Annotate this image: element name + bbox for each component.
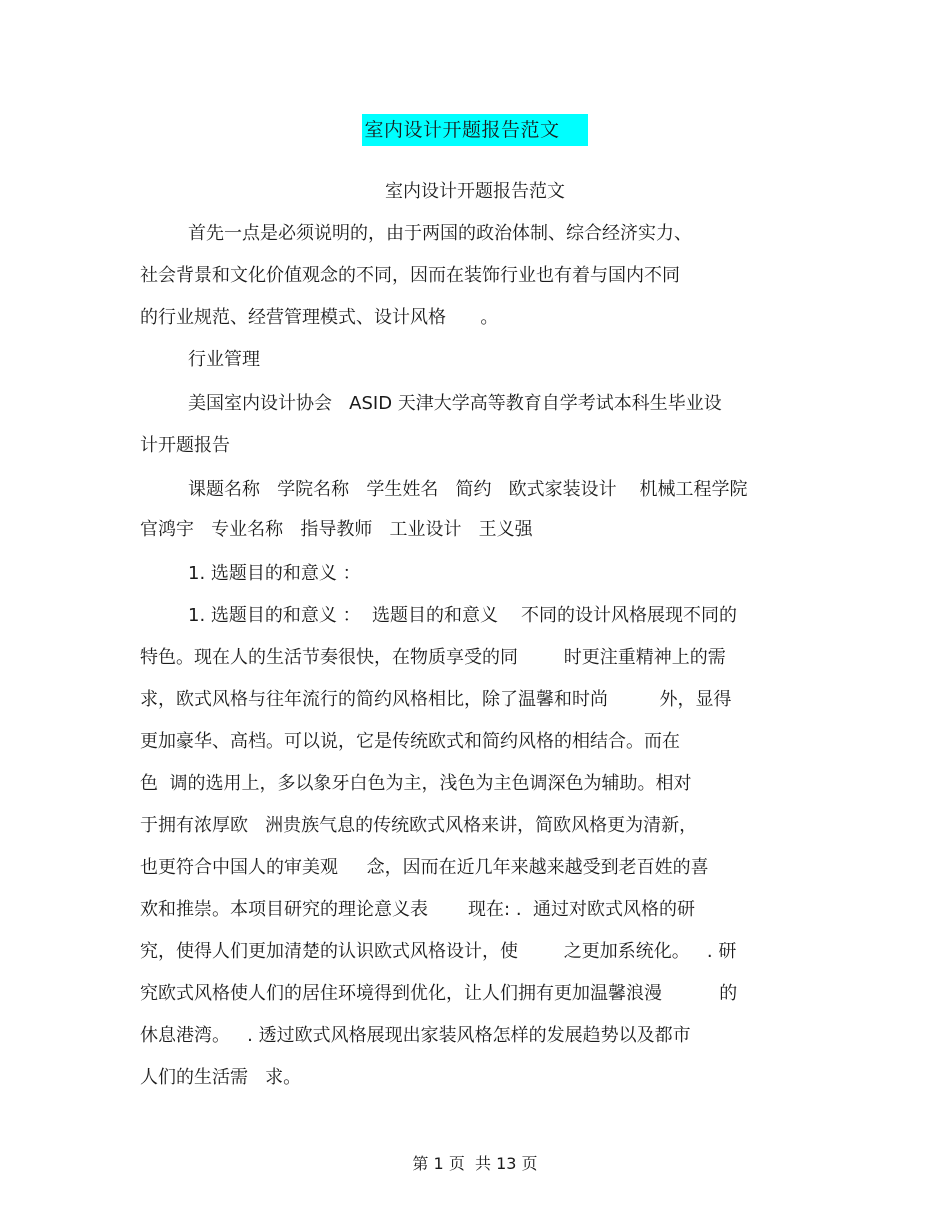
footer-prefix: 第: [412, 1154, 429, 1173]
paragraph-line: 计开题报告: [140, 435, 230, 456]
paragraph-line: 于拥有浓厚欧 洲贵族气息的传统欧式风格来讲，简欧风格更为清新，: [140, 815, 698, 836]
footer-suffix: 页: [521, 1154, 538, 1173]
paragraph-line: 特色。现在人的生活节奏很快，在物质享受的同 时更注重精神上的需: [140, 647, 726, 668]
paragraph-line: 求，欧式风格与往年流行的简约风格相比，除了温馨和时尚 外，显得: [140, 689, 732, 710]
paragraph-line: 课题名称 学院名称 学生姓名 简约 欧式家装设计 机械工程学院: [188, 479, 748, 500]
page-number: 1: [433, 1154, 444, 1173]
paragraph-line: 休息港湾。 . 透过欧式风格展现出家装风格怎样的发展趋势以及都市: [140, 1025, 691, 1046]
paragraph-line: 究，使得人们更加清楚的认识欧式风格设计，使 之更加系统化。 . 研: [140, 941, 737, 962]
page-footer: [0, 1151, 950, 1177]
paragraph-line: 首先一点是必须说明的，由于两国的政治体制、综合经济实力、: [188, 223, 692, 244]
paragraph-line: 美国室内设计协会 ASID 天津大学高等教育自学考试本科生毕业设: [188, 393, 722, 414]
total-pages: 13: [496, 1154, 517, 1173]
paragraph-line: 色 调的选用上，多以象牙白色为主，浅色为主色调深色为辅助。相对: [140, 773, 692, 794]
paragraph-line: 社会背景和文化价值观念的不同，因而在装饰行业也有着与国内不同: [140, 265, 680, 286]
paragraph-line: 官鸿宇 专业名称 指导教师 工业设计 王义强: [140, 519, 533, 540]
paragraph-line: 的行业规范、经营管理模式、设计风格 。: [140, 307, 499, 328]
document-subtitle: 室内设计开题报告范文: [385, 181, 565, 202]
paragraph-line: 欢和推崇。本项目研究的理论意义表 现在: . 通过对欧式风格的研: [140, 899, 696, 920]
section-heading: 1. 选题目的和意义 ：: [188, 563, 361, 584]
footer-mid: 页 共: [448, 1154, 491, 1173]
document-title: 室内设计开题报告范文: [362, 114, 587, 146]
title-container: [0, 114, 950, 146]
paragraph-line: 也更符合中国人的审美观 念，因而在近几年来越来越受到老百姓的喜: [140, 857, 709, 878]
paragraph-line: 1. 选题目的和意义 ： 选题目的和意义 不同的设计风格展现不同的: [188, 605, 737, 626]
paragraph-line: 更加豪华、高档。可以说，它是传统欧式和简约风格的相结合。而在: [140, 731, 680, 752]
paragraph-line: 人们的生活需 求。: [140, 1067, 302, 1088]
paragraph-line: 究欧式风格使人们的居住环境得到优化，让人们拥有更加温馨浪漫 的: [140, 983, 738, 1004]
section-heading: 行业管理: [188, 349, 260, 370]
